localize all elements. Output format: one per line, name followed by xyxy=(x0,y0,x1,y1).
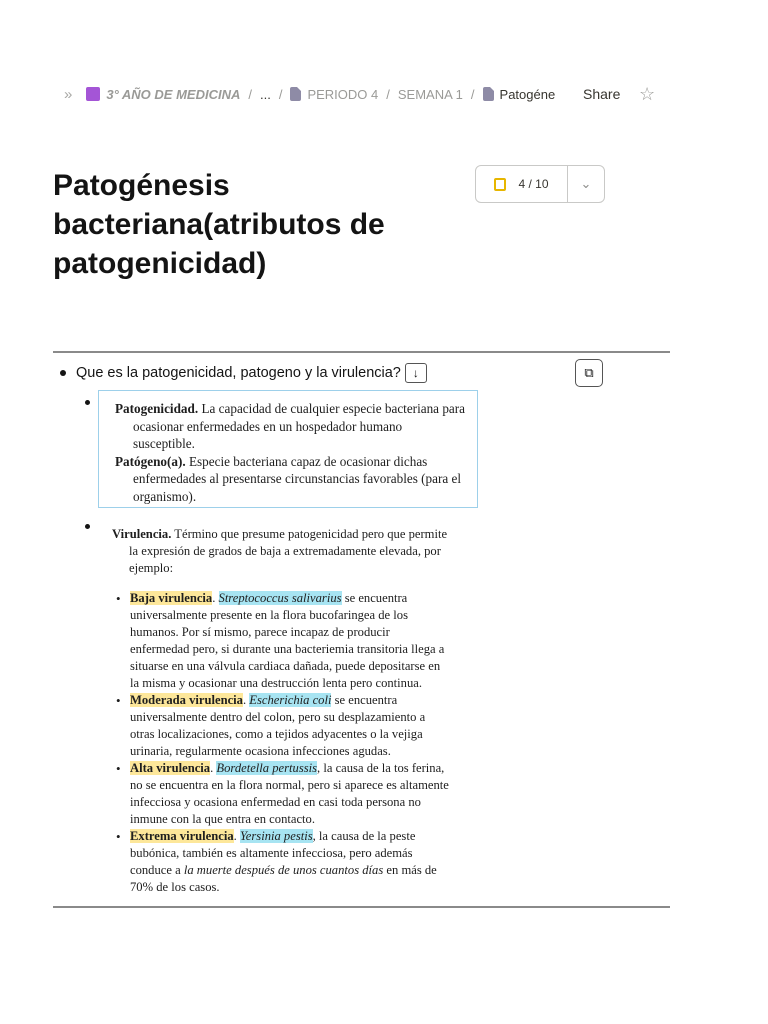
virulence-description: se encuentra universalmente dentro del colon, pero su desplazamiento a otras localizaciones, como a tejidos adyacentes o la vejiga urinaria, regularmente ocasiona infecciones agudas. xyxy=(130,693,426,758)
virulencia-intro: Término que presume patogenicidad pero que permite la expresión de grados de baja a extremadamente elevada, por ejemplo: xyxy=(129,527,448,575)
favorite-star-icon[interactable]: ☆ xyxy=(639,84,656,104)
virulence-description: , la causa de la peste bubónica, también es altamente infecciosa, pero además conduce a xyxy=(130,829,416,877)
breadcrumb-separator: / xyxy=(248,86,252,102)
definition-patogeno: Especie bacteriana capaz de ocasionar dichas enfermedades al presentarse circunstancias favorables (para el organismo). xyxy=(133,453,462,504)
pager-count: 4 / 10 xyxy=(518,177,549,191)
page-icon xyxy=(290,87,301,101)
virulence-description: , la causa de la tos ferina, no se encuentra en la flora normal, pero si aparece es altamente infecciosa y ocasiona enfermedad en casi toda persona no inmune con la que entra en contacto. xyxy=(130,761,449,826)
list-item: • Baja virulencia. Streptococcus salivarius se encuentra universalmente presente en la flora bucofaringea de los humanos. Por sí mismo, parece incapaz de producir enfermedad pero, si durante una bacteriemia transitoria llega a situarse en una válvula cardiaca dañada, puede depositarse en la misma y ocasionar una destrucción lenta pero continua. xyxy=(112,590,452,692)
definition-image-2 xyxy=(112,526,452,896)
arrow-down-icon[interactable]: ↓ xyxy=(405,363,427,383)
breadcrumb xyxy=(64,80,555,108)
copy-icon[interactable]: ⧉ xyxy=(575,359,603,387)
share-button[interactable]: Share xyxy=(583,86,621,102)
page-title: Patogénesis bacteriana(atributos de patogenicidad) xyxy=(53,169,385,280)
virulence-description: se encuentra universalmente presente en la flora bucofaringea de los humanos. Por sí mismo, parece incapaz de producir enfermedad pero, si durante una bacteriemia transitoria llega a situarse en una válvula cardiaca dañada, puede depositarse en la misma y ocasionar una destrucción lenta pero continua. xyxy=(130,591,445,690)
virulence-description-end: en más de 70% de los casos. xyxy=(130,863,437,894)
virulence-list xyxy=(112,590,452,896)
organism-name: Bordetella pertussis xyxy=(216,761,318,775)
term-patogenicidad: Patogenicidad. xyxy=(115,401,199,416)
definition-image-1 xyxy=(98,390,478,508)
cards-icon xyxy=(494,178,506,191)
definition-patogenicidad: La capacidad de cualquier especie bacteriana para ocasionar enfermedades en un hospedador humano susceptible. xyxy=(133,401,466,451)
breadcrumb-ellipsis[interactable]: ... xyxy=(259,86,271,102)
breadcrumb-workspace[interactable]: 3° AÑO DE MEDICINA xyxy=(106,86,241,102)
virulence-level: Alta virulencia xyxy=(130,761,211,775)
chevron-down-icon: ⌄ xyxy=(580,176,592,191)
virulence-level: Baja virulencia xyxy=(130,591,213,605)
divider-top xyxy=(53,351,670,353)
breadcrumb-separator: / xyxy=(386,86,390,102)
virulence-level: Extrema virulencia xyxy=(130,829,234,843)
organism-name: Streptococcus salivarius xyxy=(218,591,342,605)
pager-dropdown-button[interactable] xyxy=(567,166,604,202)
bullet-icon xyxy=(60,370,66,376)
expand-sidebar-icon[interactable]: » xyxy=(64,85,73,103)
organism-name: Yersinia pestis xyxy=(239,829,313,843)
term-virulencia: Virulencia. xyxy=(112,527,172,541)
list-item: • Moderada virulencia. Escherichia coli se encuentra universalmente dentro del colon, pero su desplazamiento a otras localizaciones, como a tejidos adyacentes o la vejiga urinaria, regularmente ocasiona infecciones agudas. xyxy=(112,692,452,760)
breadcrumb-item-current[interactable]: Patogéne xyxy=(499,86,556,102)
virulence-level: Moderada virulencia xyxy=(130,693,243,707)
page-icon xyxy=(483,87,494,101)
flashcard-pager xyxy=(475,165,605,203)
breadcrumb-item-periodo[interactable]: PERIODO 4 xyxy=(307,86,379,102)
divider-bottom xyxy=(53,906,670,908)
pager-count-button[interactable] xyxy=(476,166,567,202)
toggle-item[interactable] xyxy=(60,363,427,383)
bullet-icon xyxy=(85,524,90,529)
workspace-icon xyxy=(86,87,100,101)
list-item: • Alta virulencia. Bordetella pertussis, la causa de la tos ferina, no se encuentra en la flora normal, pero si aparece es altamente infecciosa y ocasiona enfermedad en casi toda persona no inmune con la que entra en contacto. xyxy=(112,760,452,828)
toggle-label: Que es la patogenicidad, patogeno y la virulencia? xyxy=(76,365,401,381)
organism-name: Escherichia coli xyxy=(249,693,332,707)
bullet-icon xyxy=(85,400,90,405)
term-patogeno: Patógeno(a). xyxy=(115,453,186,469)
list-item: • Extrema virulencia. Yersinia pestis, la causa de la peste bubónica, también es altamente infecciosa, pero además conduce a la muerte después de unos cuantos días en más de 70% de los casos. xyxy=(112,828,452,896)
virulence-description-italic: la muerte después de unos cuantos días xyxy=(183,863,384,877)
breadcrumb-item-semana[interactable]: SEMANA 1 xyxy=(397,86,463,102)
breadcrumb-separator: / xyxy=(278,86,283,102)
breadcrumb-separator: / xyxy=(470,86,475,102)
